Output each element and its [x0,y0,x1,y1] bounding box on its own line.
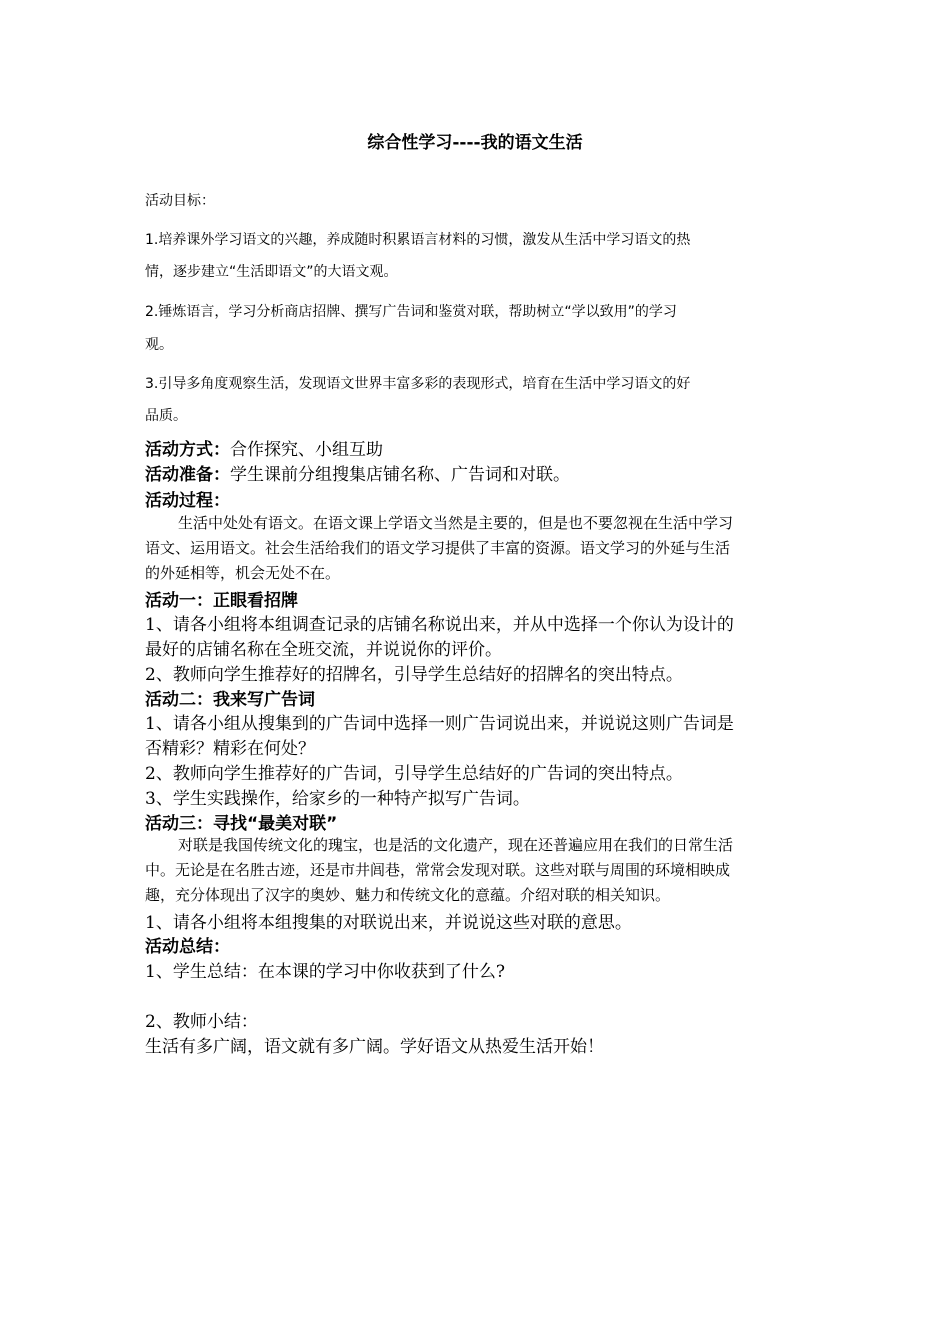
prep-line [145,460,570,485]
activity-1-item-2: 2、教师向学生推荐好的招牌名，引导学生总结好的招牌名的突出特点。 [145,665,683,685]
goal-1-line-2: 情，逐步建立“生活即语文”的大语文观。 [145,264,398,280]
goal-3-line-1: 3.引导多角度观察生活，发现语文世界丰富多彩的表现形式，培育在生活中学习语文的好 [145,376,691,392]
activity-3-heading: 活动三：寻找“最美对联” [145,814,338,834]
activity-2-item-3: 3、学生实践操作，给家乡的一种特产拟写广告词。 [145,789,530,809]
activity-2-item-1-line-1: 1、请各小组从搜集到的广告词中选择一则广告词说出来，并说说这则广告词是 [145,714,734,734]
method-text: 合作探究、小组互助 [230,440,383,460]
process-heading: 活动过程： [145,491,230,511]
goal-1-line-1: 1.培养课外学习语文的兴趣，养成随时积累语言材料的习惯，激发从生活中学习语文的热 [145,232,691,248]
prep-text: 学生课前分组搜集店铺名称、广告词和对联。 [230,465,570,485]
goals-heading: 活动目标： [145,193,215,209]
process-para-line-1: 生活中处处有语文。在语文课上学语文当然是主要的，但是也不要忽视在生活中学习 [178,514,734,532]
summary-item-2: 2、教师小结： [145,1012,258,1032]
process-para-line-2: 语文、运用语文。社会生活给我们的语文学习提供了丰富的资源。语文学习的外延与生活 [145,539,731,557]
summary-item-1: 1、学生总结：在本课的学习中你收获到了什么? [145,962,505,982]
method-line [145,435,383,460]
activity-1-heading: 活动一：正眼看招牌 [145,591,298,611]
activity-2-heading: 活动二：我来写广告词 [145,690,315,710]
activity-2-item-2: 2、教师向学生推荐好的广告词，引导学生总结好的广告词的突出特点。 [145,764,683,784]
activity-3-para-line-1: 对联是我国传统文化的瑰宝，也是活的文化遗产，现在还普遍应用在我们的日常生活 [178,836,734,854]
method-label: 活动方式： [145,440,230,460]
activity-2-item-1-line-2: 否精彩？精彩在何处？ [145,739,315,759]
goal-3-line-2: 品质。 [145,408,187,424]
activity-3-item-1: 1、请各小组将本组搜集的对联说出来，并说说这些对联的意思。 [145,913,632,933]
goal-2-line-1: 2.锤炼语言，学习分析商店招牌、撰写广告词和鉴赏对联，帮助树立“学以致用”的学习 [145,304,677,320]
activity-1-item-1-line-1: 1、请各小组将本组调查记录的店铺名称说出来，并从中选择一个你认为设计的 [145,615,734,635]
summary-heading: 活动总结： [145,937,230,957]
goal-2-line-2: 观。 [145,337,173,353]
prep-label: 活动准备： [145,465,230,485]
activity-3-para-line-2: 中。无论是在名胜古迹，还是市井闾巷，常常会发现对联。这些对联与周围的环境相映成 [145,861,731,879]
activity-1-item-1-line-2: 最好的店铺名称在全班交流，并说说你的评价。 [145,640,502,660]
document-title: 综合性学习----我的语文生活 [367,133,583,153]
process-para-line-3: 的外延相等，机会无处不在。 [145,564,341,582]
activity-3-para-line-3: 趣，充分体现出了汉字的奥妙、魅力和传统文化的意蕴。介绍对联的相关知识。 [145,886,671,904]
summary-closing: 生活有多广阔，语文就有多广阔。学好语文从热爱生活开始！ [145,1037,604,1057]
